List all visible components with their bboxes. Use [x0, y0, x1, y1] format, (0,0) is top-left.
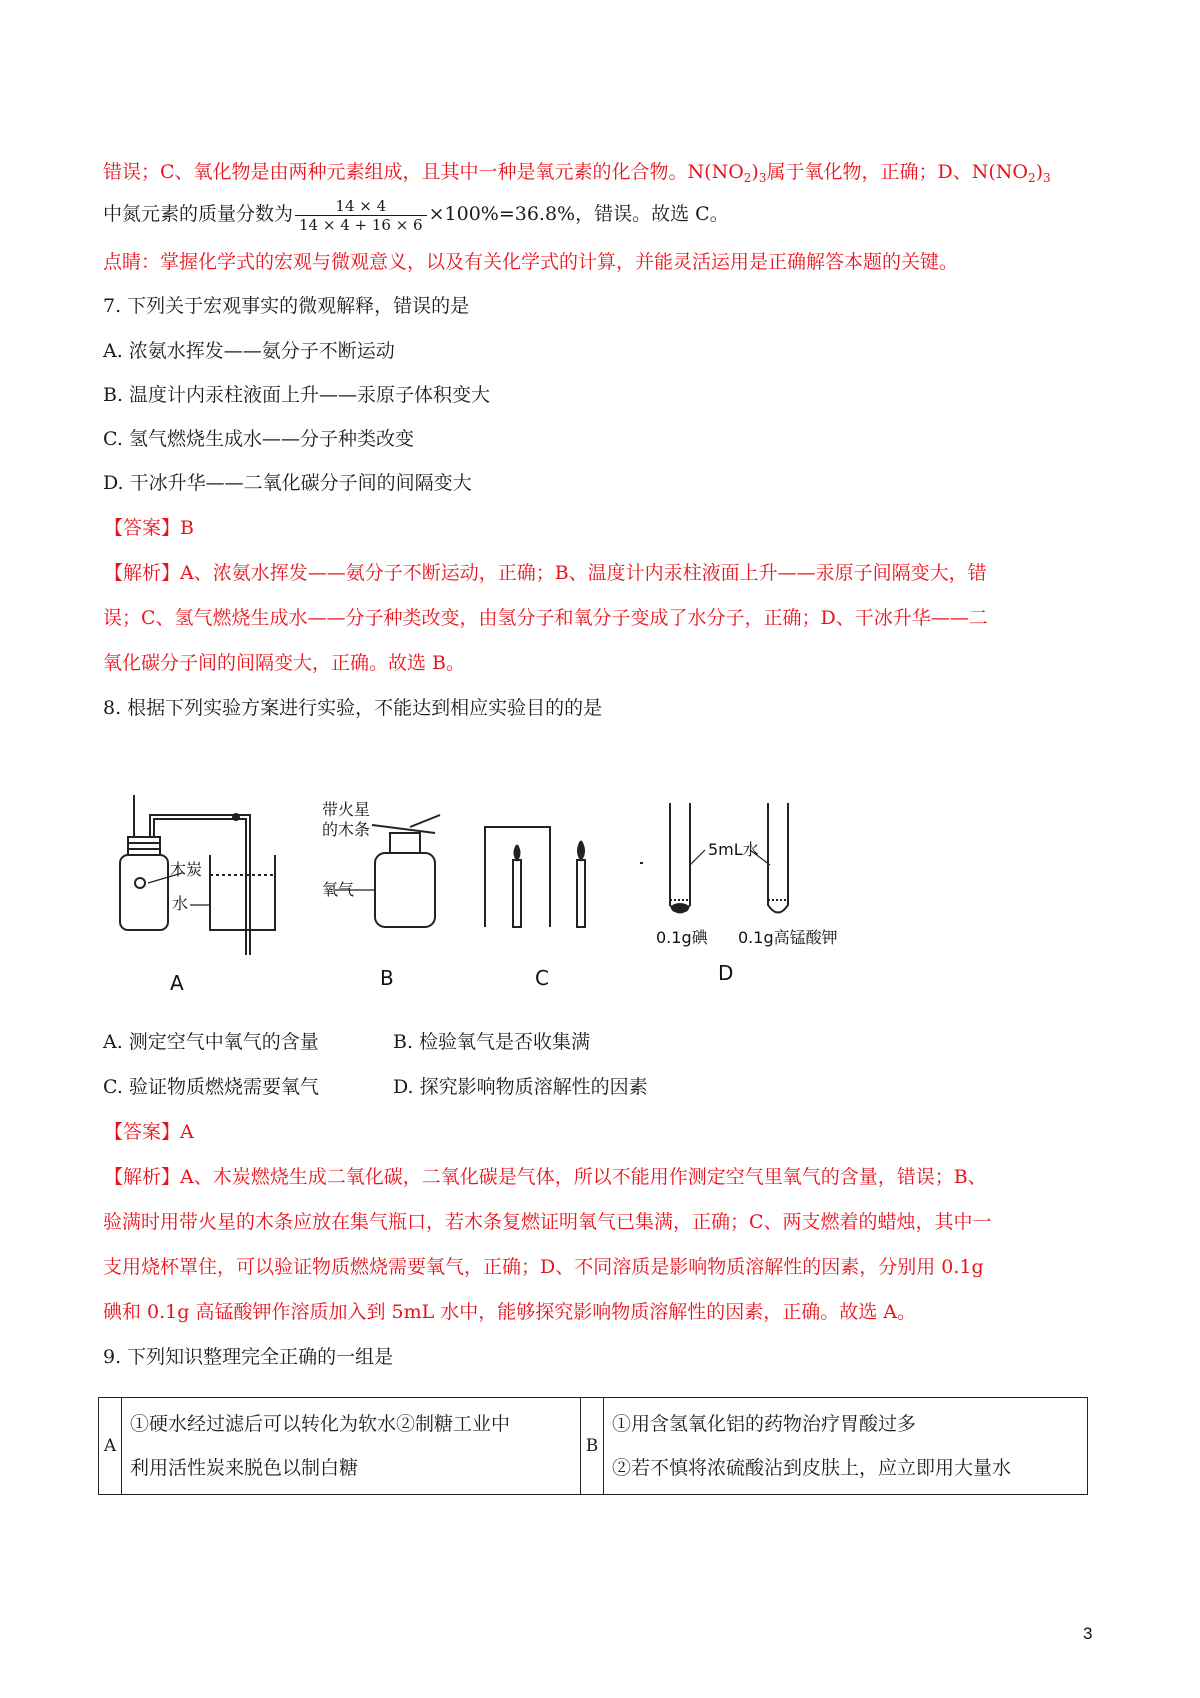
- option-a-line-1: ①硬水经过滤后可以转化为软水②制糖工业中: [130, 1413, 511, 1435]
- figure-label-b: B: [380, 966, 394, 990]
- question-8-option-a: A. 测定空气中氧气的含量: [103, 1031, 319, 1053]
- label-oxygen: 氧气: [322, 880, 355, 899]
- question-7-option-d: D. 干冰升华——二氧化碳分子间的间隔变大: [103, 472, 472, 494]
- question-8-option-c: C. 验证物质燃烧需要氧气: [103, 1076, 319, 1098]
- option-a-label: A: [99, 1398, 122, 1495]
- option-b-line-1: ①用含氢氧化铝的药物治疗胃酸过多: [612, 1413, 917, 1435]
- figure-label-d: D: [718, 961, 734, 985]
- question-7-analysis-line-2: 误；C、氢气燃烧生成水——分子种类改变，由氢分子和氧分子变成了水分子，正确；D、干冰升华——二: [103, 607, 988, 629]
- option-a-content: [122, 1398, 581, 1495]
- experiment-figure: [110, 795, 970, 1005]
- continued-explanation-line-2: 中氮元素的质量分数为 $\frac{14 \times 4}{14 \times 4 + 16 \times 6}$ ×100%=36.8%，错误。故选 C。: [103, 196, 729, 234]
- question-8-analysis-line-1: 【解析】A、木炭燃烧生成二氧化碳，二氧化碳是气体，所以不能用作测定空气里氧气的含量，错误；B、: [104, 1166, 987, 1188]
- label-charcoal: 木炭: [170, 860, 203, 879]
- option-a-line-2: 利用活性炭来脱色以制白糖: [130, 1457, 359, 1479]
- question-8-option-b: B. 检验氧气是否收集满: [393, 1031, 591, 1053]
- question-7-option-c: C. 氢气燃烧生成水——分子种类改变: [103, 428, 414, 450]
- figure-label-c: C: [535, 966, 549, 990]
- apparatus-c: [485, 827, 585, 927]
- table-row: [99, 1398, 1088, 1495]
- label-splint-line-2: 的木条: [322, 820, 371, 839]
- label-splint-line-1: 带火星: [322, 800, 371, 819]
- question-7-analysis-line-1: 【解析】A、浓氨水挥发——氨分子不断运动，正确；B、温度计内汞柱液面上升——汞原子间隔变大，错: [104, 562, 987, 584]
- question-8-options-row-2: [103, 1073, 648, 1101]
- continued-explanation-line-1: 错误；C、氧化物是由两种元素组成，且其中一种是氧元素的化合物。$N(NO_2)_3$属于氧化物，正确；D、$N(NO_2)_3$: [103, 161, 1051, 185]
- label-kmno4: 0.1g高锰酸钾: [738, 928, 838, 947]
- option-b-content: [604, 1398, 1088, 1495]
- question-8-stem: 8. 根据下列实验方案进行实验，不能达到相应实验目的的是: [103, 697, 603, 719]
- option-b-line-2: ②若不慎将浓硫酸沾到皮肤上，应立即用大量水: [612, 1457, 1012, 1479]
- question-8-options-row-1: [103, 1028, 591, 1056]
- question-8-analysis-line-3: 支用烧杯罩住，可以验证物质燃烧需要氧气，正确；D、不同溶质是影响物质溶解性的因素，分别用 0.1g: [103, 1256, 984, 1278]
- question-9-stem: 9. 下列知识整理完全正确的一组是: [103, 1346, 394, 1368]
- knowledge-table: [98, 1397, 1088, 1495]
- question-8-analysis-line-4: 碘和 0.1g 高锰酸钾作溶质加入到 5mL 水中，能够探究影响物质溶解性的因素，正确。故选 A。: [103, 1301, 917, 1323]
- question-7-analysis-line-3: 氧化碳分子间的间隔变大，正确。故选 B。: [103, 652, 466, 674]
- label-iodine: 0.1g碘: [656, 928, 708, 947]
- label-water: 水: [172, 894, 189, 913]
- question-7-option-a: A. 浓氨水挥发——氨分子不断运动: [103, 340, 395, 362]
- page-number: 3: [1083, 1624, 1093, 1643]
- figure-label-a: A: [170, 971, 184, 995]
- question-8-option-d: D. 探究影响物质溶解性的因素: [393, 1076, 648, 1098]
- question-8-answer: 【答案】A: [104, 1121, 194, 1143]
- label-5ml-water: 5mL水: [708, 840, 759, 859]
- mass-fraction: $\frac{14 \times 4}{14 \times 4 + 16 \times 6}$: [295, 197, 427, 234]
- tip-note: 点睛：掌握化学式的宏观与微观意义，以及有关化学式的计算，并能灵活运用是正确解答本题的关键。: [103, 251, 959, 273]
- question-7-stem: 7. 下列关于宏观事实的微观解释，错误的是: [103, 295, 470, 317]
- question-7-option-b: B. 温度计内汞柱液面上升——汞原子体积变大: [103, 384, 491, 406]
- question-7-answer: 【答案】B: [104, 517, 194, 539]
- option-b-label: B: [581, 1398, 604, 1495]
- question-8-analysis-line-2: 验满时用带火星的木条应放在集气瓶口，若木条复燃证明氧气已集满，正确；C、两支燃着的蜡烛，其中一: [103, 1211, 992, 1233]
